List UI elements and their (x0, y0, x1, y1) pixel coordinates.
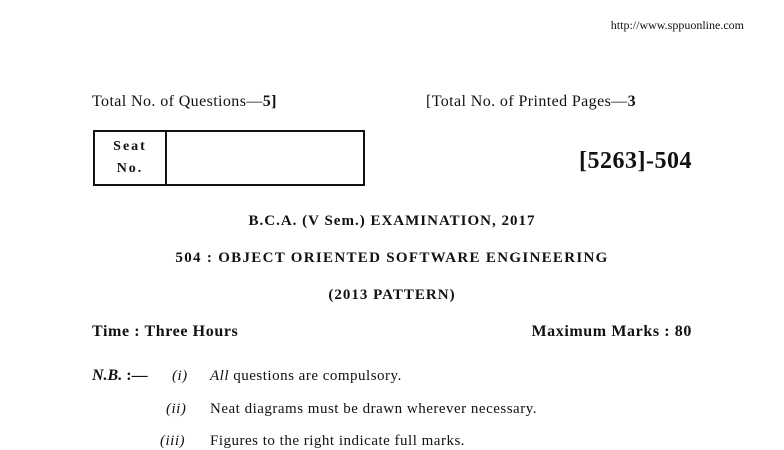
note-emphasis: All (210, 368, 229, 384)
note-text: Figures to the right indicate full marks. (210, 433, 466, 449)
exam-title: B.C.A. (V Sem.) EXAMINATION, 2017 (248, 213, 536, 229)
total-pages-label: [Total No. of Printed Pages— (426, 93, 628, 110)
pattern-title: (2013 PATTERN) (328, 287, 456, 303)
note-item (160, 433, 465, 450)
nb-text: N.B. (92, 367, 123, 384)
subject-title: 504 : OBJECT ORIENTED SOFTWARE ENGINEERING (175, 250, 609, 266)
source-url: http://www.sppuonline.com (610, 18, 744, 32)
time-allowed: Time : Three Hours (92, 323, 239, 340)
note-number: (ii) (166, 401, 187, 417)
seat-number-field (167, 132, 363, 184)
seat-label-line1: Seat (113, 139, 147, 154)
note-item (166, 401, 537, 418)
note-number: (i) (172, 368, 188, 384)
nb-label (92, 367, 148, 385)
seat-label (95, 132, 167, 184)
note-text: questions are compulsory. (229, 368, 402, 384)
seat-label-line2: No. (116, 161, 144, 176)
note-item (172, 368, 402, 385)
note-text: Neat diagrams must be drawn wherever necessary. (210, 401, 537, 417)
total-questions (92, 93, 277, 111)
paper-code: [5263]-504 (579, 148, 692, 174)
maximum-marks: Maximum Marks : 80 (531, 323, 692, 340)
nb-separator: :— (126, 367, 148, 384)
total-questions-value: 5] (262, 93, 277, 110)
total-pages-value: 3 (627, 93, 637, 110)
seat-number-box (93, 130, 365, 186)
total-questions-label: Total No. of Questions— (92, 93, 263, 110)
total-pages (426, 93, 636, 111)
note-number: (iii) (160, 433, 185, 449)
